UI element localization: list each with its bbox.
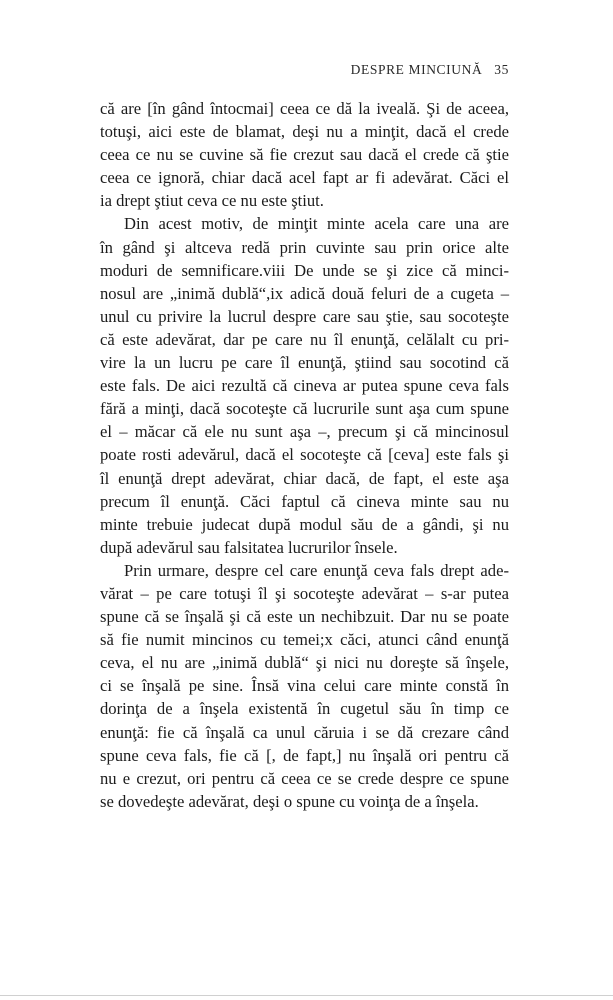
text-line: spune ceva fals, fie că [, de fapt,] nu înşală ori pentru că [100, 745, 509, 765]
page-number: 35 [494, 62, 509, 77]
text-line: nu e crezut, ori pentru că ceea ce se crede despre ce spune [100, 768, 509, 788]
body-text [100, 97, 509, 813]
text-line: ceva, el nu are „inimă dublă“ şi nici nu doreşte să înşele, [100, 653, 509, 673]
text-line: totuşi, aici este de blamat, deşi nu a minţit, dacă el crede [100, 122, 509, 142]
running-header [100, 62, 509, 78]
text-line: ci se înşală pe sine. Însă vina celui care minte constă în [100, 676, 509, 696]
chapter-title: DESPRE MINCIUNĂ [350, 62, 483, 77]
text-line: enunţă: fie că înşală ca unul căruia i se dă crezare când [100, 722, 509, 742]
text-line: fără a minţi, dacă socoteşte că lucrurile sunt aşa cum spune [100, 399, 509, 419]
text-line: îl enunţă drept adevărat, chiar dacă, de fapt, el este aşa [100, 468, 509, 488]
text-line: ceea ce ignoră, chiar dacă acel fapt ar fi adevărat. Căci el [100, 168, 509, 188]
text-line: el – măcar că ele nu sunt aşa –, precum şi că mincinosul [100, 422, 509, 442]
text-line: că este adevărat, dar pe care nu îl enunţă, celălalt cu pri- [100, 329, 509, 349]
text-line: nosul are „inimă dublă“,ix adică două feluri de a cugeta – [100, 283, 509, 303]
text-line: spune că se înşală şi că este un nechibzuit. Dar nu se poate [100, 607, 509, 627]
text-line: să fie numit mincinos cu temei;x căci, atunci când enunţă [100, 630, 509, 650]
text-line: minte trebuie judecat după modul său de a gândi, şi nu [100, 514, 509, 534]
text-line: vire la un lucru pe care îl enunţă, ştiind sau socotind că [100, 353, 509, 373]
text-line: vărat – pe care totuşi îl şi socoteşte adevărat – s-ar putea [100, 583, 509, 603]
text-line: ia drept ştiut ceva ce nu este ştiut. [100, 191, 324, 211]
text-line: poate rosti adevărul, dacă el socoteşte că [ceva] este fals şi [100, 445, 509, 465]
text-line: după adevărul sau falsitatea lucrurilor însele. [100, 537, 398, 557]
page-bottom-edge [0, 995, 613, 996]
paragraph [100, 212, 509, 558]
text-line: Din acest motiv, de minţit minte acela care una are [124, 214, 509, 234]
text-line: este fals. De aici rezultă că cineva ar putea spune ceva fals [100, 376, 509, 396]
text-line: că are [în gând întocmai] ceea ce dă la iveală. Şi de aceea, [100, 99, 509, 118]
paragraph [100, 559, 509, 813]
text-line: precum îl enunţă. Căci faptul că cineva minte sau nu [100, 491, 509, 511]
paragraph [100, 97, 509, 212]
text-line: moduri de semnificare.viii De unde se şi zice că minci- [100, 260, 509, 280]
text-line: se dovedeşte adevărat, deşi o spune cu voinţa de a înşela. [100, 791, 479, 811]
text-line: Prin urmare, despre cel care enunţă ceva fals drept ade- [124, 560, 509, 580]
text-line: ceea ce nu se cuvine să fie crezut sau dacă el crede că ştie [100, 145, 509, 165]
text-line: unul cu privire la lucrul despre care sau ştie, sau socoteşte [100, 306, 509, 326]
text-line: dorinţa de a înşela existentă în cugetul său în timp ce [100, 699, 509, 719]
text-line: în gând şi altceva redă prin cuvinte sau prin orice alte [100, 237, 509, 257]
